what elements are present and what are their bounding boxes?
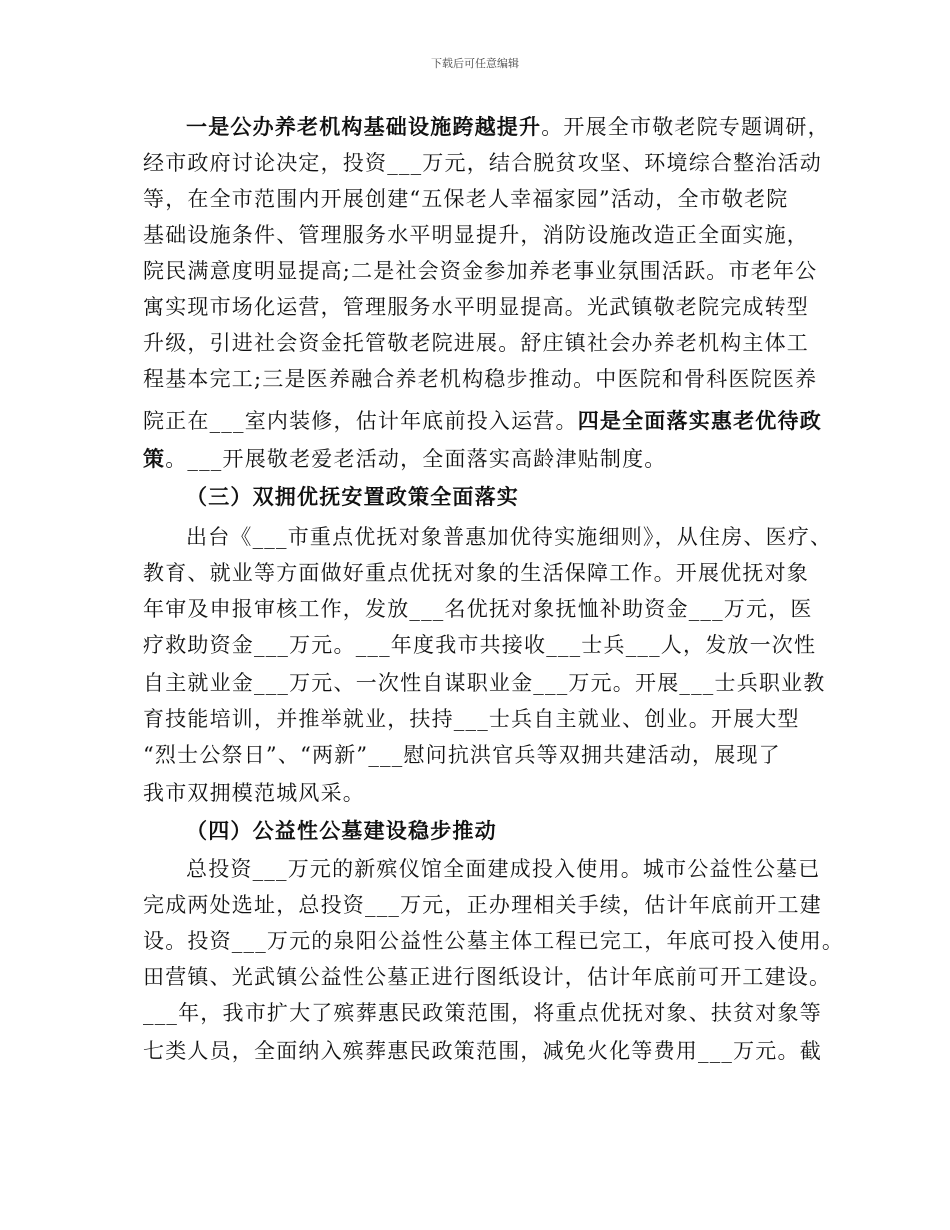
text-line	[143, 926, 844, 956]
text-segment: 。___开展敬老爱老活动，全面落实高龄津贴制度。	[165, 447, 667, 471]
text-segment: 经市政府讨论决定，投资___万元，结合脱贫攻坚、环境综合整治活动	[143, 151, 822, 175]
text-line	[143, 256, 817, 286]
text-segment: 出台《___市重点优抚对象普惠加优待实施细则》，从住房、医疗、	[186, 525, 833, 549]
text-line	[143, 558, 809, 588]
text-line	[186, 816, 497, 846]
text-line	[143, 704, 800, 734]
text-segment: 院民满意度明显提高;二是社会资金参加养老事业氛围活跃。市老年公	[143, 259, 818, 283]
text-segment: ___年，我市扩大了殡葬惠民政策范围，将重点优抚对象、扶贫对象等	[143, 1001, 822, 1025]
text-segment: 等，在全市范围内开展创建“五保老人幸福家园”活动，全市敬老院	[143, 187, 789, 211]
text-line	[186, 482, 519, 512]
text-segment: 升级，引进社会资金托管敬老院进展。舒庄镇社会办养老机构主体工	[143, 331, 809, 355]
text-segment: “烈士公祭日”、“两新”___慰问抗洪官兵等双拥共建活动，展现了	[143, 743, 781, 767]
text-line	[143, 406, 822, 436]
text-segment: 。开展全市敬老院专题调研，	[541, 115, 830, 139]
text-segment: 田营镇、光武镇公益性公墓正进行图纸设计，估计年底前可开工建设。	[143, 965, 832, 989]
text-line	[186, 522, 832, 552]
bold-text-segment: （三）双拥优抚安置政策全面落实	[186, 485, 519, 509]
text-segment: 育技能培训，并推举就业，扶持___士兵自主就业、创业。开展大型	[143, 707, 800, 731]
text-segment: 教育、就业等方面做好重点优抚对象的生活保障工作。开展优抚对象	[143, 561, 809, 585]
text-segment: 设。投资___万元的泉阳公益性公墓主体工程已完工，年底可投入使用。	[143, 929, 845, 953]
text-line	[143, 630, 816, 660]
text-line	[186, 112, 830, 142]
text-line	[143, 1036, 822, 1066]
page-header: 下载后可任意编辑	[431, 57, 519, 70]
text-segment: 寓实现市场化运营，管理服务水平明显提高。光武镇敬老院完成转型	[143, 295, 809, 319]
text-segment: 基础设施条件、管理服务水平明显提升，消防设施改造正全面实施，	[143, 223, 809, 247]
bold-text-segment: 一是公办养老机构基础设施跨越提升	[186, 115, 542, 139]
text-line	[143, 148, 822, 178]
text-line	[143, 364, 817, 394]
text-line	[143, 668, 826, 698]
text-line	[143, 998, 822, 1028]
bold-text-segment: 策	[143, 447, 166, 471]
text-line	[143, 184, 788, 214]
text-segment: 院正在___室内装修，估计年底前投入运营。	[143, 409, 578, 433]
text-segment: 七类人员，全面纳入殡葬惠民政策范围，减免火化等费用___万元。截	[143, 1039, 822, 1063]
text-segment: 年审及申报审核工作，发放___名优抚对象抚恤补助资金___万元，医	[143, 597, 813, 621]
bold-text-segment: 四是全面落实惠老优待政	[577, 409, 822, 433]
text-line	[143, 220, 809, 250]
text-segment: 程基本完工;三是医养融合养老机构稳步推动。中医院和骨科医院医养	[143, 367, 818, 391]
text-line	[143, 778, 365, 808]
text-segment: 自主就业金___万元、一次性自谋职业金___万元。开展___士兵职业教	[143, 671, 826, 695]
text-line	[143, 444, 667, 474]
text-segment: 完成两处选址，总投资___万元，正办理相关手续，估计年底前开工建	[143, 893, 822, 917]
text-line	[143, 328, 809, 358]
text-segment: 疗救助资金___万元。___年度我市共接收___士兵___人，发放一次性	[143, 633, 817, 657]
text-segment: 总投资___万元的新殡仪馆全面建成投入使用。城市公益性公墓已	[186, 857, 821, 881]
text-line	[143, 740, 781, 770]
text-line	[143, 594, 813, 624]
text-line	[186, 854, 821, 884]
text-line	[143, 292, 809, 322]
bold-text-segment: （四）公益性公墓建设稳步推动	[186, 819, 497, 843]
text-segment: 我市双拥模范城风采。	[143, 781, 365, 805]
text-line	[143, 890, 822, 920]
text-line	[143, 962, 831, 992]
